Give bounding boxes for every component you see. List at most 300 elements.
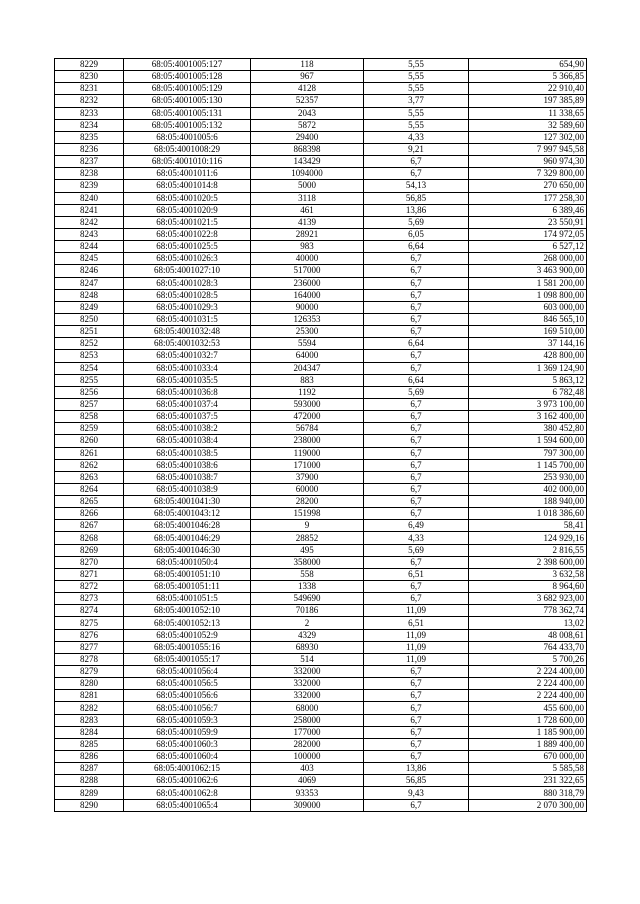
area-cell: 25300 xyxy=(251,326,364,338)
area-cell: 28921 xyxy=(251,228,364,240)
row-number-cell: 8254 xyxy=(55,362,124,374)
row-number-cell: 8253 xyxy=(55,350,124,362)
area-cell: 37900 xyxy=(251,471,364,483)
value-cell: 5 863,12 xyxy=(469,374,587,386)
cadastral-number-cell: 68:05:4001056:5 xyxy=(124,678,251,690)
row-number-cell: 8258 xyxy=(55,411,124,423)
table-row xyxy=(55,556,587,568)
area-cell: 358000 xyxy=(251,556,364,568)
rate-cell: 6,7 xyxy=(364,714,469,726)
table-row xyxy=(55,678,587,690)
row-number-cell: 8249 xyxy=(55,301,124,313)
row-number-cell: 8256 xyxy=(55,386,124,398)
cadastral-number-cell: 68:05:4001052:13 xyxy=(124,617,251,629)
table-row xyxy=(55,508,587,520)
rate-cell: 6,51 xyxy=(364,617,469,629)
table-row xyxy=(55,751,587,763)
value-cell: 7 997 945,58 xyxy=(469,143,587,155)
value-cell: 174 972,05 xyxy=(469,228,587,240)
row-number-cell: 8244 xyxy=(55,241,124,253)
cadastral-number-cell: 68:05:4001037:5 xyxy=(124,411,251,423)
rate-cell: 6,05 xyxy=(364,228,469,240)
area-cell: 4128 xyxy=(251,83,364,95)
row-number-cell: 8229 xyxy=(55,59,124,71)
rate-cell: 6,51 xyxy=(364,568,469,580)
area-cell: 514 xyxy=(251,653,364,665)
row-number-cell: 8274 xyxy=(55,605,124,617)
value-cell: 58,41 xyxy=(469,520,587,532)
row-number-cell: 8270 xyxy=(55,556,124,568)
row-number-cell: 8241 xyxy=(55,204,124,216)
area-cell: 238000 xyxy=(251,435,364,447)
cadastral-number-cell: 68:05:4001046:30 xyxy=(124,544,251,556)
table-row xyxy=(55,568,587,580)
row-number-cell: 8272 xyxy=(55,581,124,593)
row-number-cell: 8242 xyxy=(55,216,124,228)
row-number-cell: 8259 xyxy=(55,423,124,435)
table-row xyxy=(55,180,587,192)
area-cell: 2 xyxy=(251,617,364,629)
table-row xyxy=(55,629,587,641)
cadastral-number-cell: 68:05:4001032:48 xyxy=(124,326,251,338)
rate-cell: 6,7 xyxy=(364,751,469,763)
area-cell: 177000 xyxy=(251,726,364,738)
value-cell: 1 594 600,00 xyxy=(469,435,587,447)
area-cell: 517000 xyxy=(251,265,364,277)
rate-cell: 6,7 xyxy=(364,265,469,277)
area-cell: 119000 xyxy=(251,447,364,459)
rate-cell: 13,86 xyxy=(364,763,469,775)
cadastral-number-cell: 68:05:4001056:6 xyxy=(124,690,251,702)
row-number-cell: 8278 xyxy=(55,653,124,665)
rate-cell: 6,7 xyxy=(364,726,469,738)
rate-cell: 6,7 xyxy=(364,423,469,435)
area-cell: 28852 xyxy=(251,532,364,544)
row-number-cell: 8251 xyxy=(55,326,124,338)
rate-cell: 6,64 xyxy=(364,338,469,350)
value-cell: 11 338,65 xyxy=(469,107,587,119)
value-cell: 2 398 600,00 xyxy=(469,556,587,568)
value-cell: 654,90 xyxy=(469,59,587,71)
rate-cell: 6,7 xyxy=(364,556,469,568)
cadastral-number-cell: 68:05:4001051:11 xyxy=(124,581,251,593)
rate-cell: 6,7 xyxy=(364,471,469,483)
cadastral-number-cell: 68:05:4001029:3 xyxy=(124,301,251,313)
area-cell: 332000 xyxy=(251,666,364,678)
row-number-cell: 8286 xyxy=(55,751,124,763)
rate-cell: 11,09 xyxy=(364,605,469,617)
table-row xyxy=(55,131,587,143)
table-row xyxy=(55,581,587,593)
row-number-cell: 8243 xyxy=(55,228,124,240)
rate-cell: 6,7 xyxy=(364,581,469,593)
value-cell: 1 018 386,60 xyxy=(469,508,587,520)
cadastral-number-cell: 68:05:4001052:10 xyxy=(124,605,251,617)
area-cell: 90000 xyxy=(251,301,364,313)
row-number-cell: 8232 xyxy=(55,95,124,107)
area-cell: 68930 xyxy=(251,641,364,653)
value-cell: 380 452,80 xyxy=(469,423,587,435)
table-row xyxy=(55,119,587,131)
value-cell: 231 322,65 xyxy=(469,775,587,787)
cadastral-number-cell: 68:05:4001046:28 xyxy=(124,520,251,532)
row-number-cell: 8265 xyxy=(55,496,124,508)
value-cell: 6 782,48 xyxy=(469,386,587,398)
row-number-cell: 8231 xyxy=(55,83,124,95)
cadastral-number-cell: 68:05:4001038:6 xyxy=(124,459,251,471)
table-row xyxy=(55,411,587,423)
value-cell: 169 510,00 xyxy=(469,326,587,338)
cadastral-number-cell: 68:05:4001036:8 xyxy=(124,386,251,398)
area-cell: 100000 xyxy=(251,751,364,763)
table-row xyxy=(55,726,587,738)
row-number-cell: 8240 xyxy=(55,192,124,204)
rate-cell: 6,7 xyxy=(364,313,469,325)
cadastral-number-cell: 68:05:4001005:130 xyxy=(124,95,251,107)
rate-cell: 56,85 xyxy=(364,775,469,787)
table-row xyxy=(55,435,587,447)
area-cell: 64000 xyxy=(251,350,364,362)
cadastral-number-cell: 68:05:4001031:5 xyxy=(124,313,251,325)
cadastral-number-cell: 68:05:4001051:10 xyxy=(124,568,251,580)
table-row xyxy=(55,471,587,483)
table-row xyxy=(55,83,587,95)
rate-cell: 5,69 xyxy=(364,386,469,398)
cadastral-number-cell: 68:05:4001028:3 xyxy=(124,277,251,289)
rate-cell: 6,7 xyxy=(364,483,469,495)
value-cell: 5 700,26 xyxy=(469,653,587,665)
cadastral-number-cell: 68:05:4001026:3 xyxy=(124,253,251,265)
table-row xyxy=(55,483,587,495)
table-row xyxy=(55,520,587,532)
table-row xyxy=(55,799,587,811)
row-number-cell: 8234 xyxy=(55,119,124,131)
cadastral-number-cell: 68:05:4001011:6 xyxy=(124,168,251,180)
cadastral-number-cell: 68:05:4001041:30 xyxy=(124,496,251,508)
area-cell: 332000 xyxy=(251,678,364,690)
table-row xyxy=(55,59,587,71)
rate-cell: 6,7 xyxy=(364,593,469,605)
rate-cell: 5,69 xyxy=(364,544,469,556)
cadastral-number-cell: 68:05:4001043:12 xyxy=(124,508,251,520)
value-cell: 764 433,70 xyxy=(469,641,587,653)
value-cell: 268 000,00 xyxy=(469,253,587,265)
table-row xyxy=(55,447,587,459)
cadastral-number-cell: 68:05:4001051:5 xyxy=(124,593,251,605)
area-cell: 403 xyxy=(251,763,364,775)
value-cell: 1 889 400,00 xyxy=(469,738,587,750)
rate-cell: 5,55 xyxy=(364,59,469,71)
value-cell: 1 728 600,00 xyxy=(469,714,587,726)
value-cell: 188 940,00 xyxy=(469,496,587,508)
row-number-cell: 8290 xyxy=(55,799,124,811)
cadastral-number-cell: 68:05:4001037:4 xyxy=(124,398,251,410)
row-number-cell: 8233 xyxy=(55,107,124,119)
table-row xyxy=(55,775,587,787)
value-cell: 778 362,74 xyxy=(469,605,587,617)
area-cell: 558 xyxy=(251,568,364,580)
row-number-cell: 8263 xyxy=(55,471,124,483)
table-row xyxy=(55,763,587,775)
table-row xyxy=(55,95,587,107)
rate-cell: 11,09 xyxy=(364,653,469,665)
cadastral-number-cell: 68:05:4001038:9 xyxy=(124,483,251,495)
rate-cell: 6,7 xyxy=(364,459,469,471)
cadastral-number-cell: 68:05:4001005:131 xyxy=(124,107,251,119)
rate-cell: 6,64 xyxy=(364,241,469,253)
area-cell: 236000 xyxy=(251,277,364,289)
rate-cell: 13,86 xyxy=(364,204,469,216)
table-row xyxy=(55,787,587,799)
cadastral-number-cell: 68:05:4001014:8 xyxy=(124,180,251,192)
rate-cell: 3,77 xyxy=(364,95,469,107)
rate-cell: 11,09 xyxy=(364,641,469,653)
rate-cell: 5,55 xyxy=(364,107,469,119)
cadastral-number-cell: 68:05:4001027:10 xyxy=(124,265,251,277)
rate-cell: 5,55 xyxy=(364,71,469,83)
value-cell: 670 000,00 xyxy=(469,751,587,763)
rate-cell: 6,7 xyxy=(364,156,469,168)
area-cell: 883 xyxy=(251,374,364,386)
value-cell: 1 145 700,00 xyxy=(469,459,587,471)
table-row xyxy=(55,192,587,204)
area-cell: 28200 xyxy=(251,496,364,508)
area-cell: 495 xyxy=(251,544,364,556)
value-cell: 48 008,61 xyxy=(469,629,587,641)
rate-cell: 6,7 xyxy=(364,435,469,447)
rate-cell: 4,33 xyxy=(364,131,469,143)
rate-cell: 6,64 xyxy=(364,374,469,386)
rate-cell: 6,7 xyxy=(364,301,469,313)
value-cell: 960 974,30 xyxy=(469,156,587,168)
table-row xyxy=(55,143,587,155)
row-number-cell: 8277 xyxy=(55,641,124,653)
cadastral-number-cell: 68:05:4001062:8 xyxy=(124,787,251,799)
value-cell: 6 389,46 xyxy=(469,204,587,216)
cadastral-number-cell: 68:05:4001028:5 xyxy=(124,289,251,301)
area-cell: 1094000 xyxy=(251,168,364,180)
area-cell: 1192 xyxy=(251,386,364,398)
area-cell: 151998 xyxy=(251,508,364,520)
cadastral-number-cell: 68:05:4001046:29 xyxy=(124,532,251,544)
value-cell: 7 329 800,00 xyxy=(469,168,587,180)
rate-cell: 4,33 xyxy=(364,532,469,544)
rate-cell: 6,7 xyxy=(364,253,469,265)
cadastral-number-cell: 68:05:4001022:8 xyxy=(124,228,251,240)
row-number-cell: 8285 xyxy=(55,738,124,750)
cadastral-number-cell: 68:05:4001005:128 xyxy=(124,71,251,83)
value-cell: 1 185 900,00 xyxy=(469,726,587,738)
cadastral-number-cell: 68:05:4001008:29 xyxy=(124,143,251,155)
table-row xyxy=(55,362,587,374)
value-cell: 797 300,00 xyxy=(469,447,587,459)
row-number-cell: 8247 xyxy=(55,277,124,289)
value-cell: 32 589,60 xyxy=(469,119,587,131)
area-cell: 126353 xyxy=(251,313,364,325)
cadastral-number-cell: 68:05:4001020:5 xyxy=(124,192,251,204)
cadastral-number-cell: 68:05:4001032:53 xyxy=(124,338,251,350)
row-number-cell: 8255 xyxy=(55,374,124,386)
area-cell: 309000 xyxy=(251,799,364,811)
row-number-cell: 8268 xyxy=(55,532,124,544)
cadastral-number-cell: 68:05:4001052:9 xyxy=(124,629,251,641)
table-row xyxy=(55,156,587,168)
area-cell: 118 xyxy=(251,59,364,71)
cadastral-number-cell: 68:05:4001056:4 xyxy=(124,666,251,678)
cadastral-number-cell: 68:05:4001050:4 xyxy=(124,556,251,568)
area-cell: 60000 xyxy=(251,483,364,495)
cadastral-number-cell: 68:05:4001060:3 xyxy=(124,738,251,750)
value-cell: 197 385,89 xyxy=(469,95,587,107)
table-row xyxy=(55,338,587,350)
area-cell: 9 xyxy=(251,520,364,532)
value-cell: 603 000,00 xyxy=(469,301,587,313)
rate-cell: 5,55 xyxy=(364,83,469,95)
cadastral-number-cell: 68:05:4001038:4 xyxy=(124,435,251,447)
rate-cell: 9,21 xyxy=(364,143,469,155)
value-cell: 5 366,85 xyxy=(469,71,587,83)
table-row xyxy=(55,301,587,313)
value-cell: 2 224 400,00 xyxy=(469,678,587,690)
rate-cell: 6,7 xyxy=(364,496,469,508)
value-cell: 253 930,00 xyxy=(469,471,587,483)
value-cell: 2 224 400,00 xyxy=(469,690,587,702)
area-cell: 549690 xyxy=(251,593,364,605)
row-number-cell: 8230 xyxy=(55,71,124,83)
table-row xyxy=(55,386,587,398)
row-number-cell: 8267 xyxy=(55,520,124,532)
row-number-cell: 8276 xyxy=(55,629,124,641)
row-number-cell: 8248 xyxy=(55,289,124,301)
area-cell: 204347 xyxy=(251,362,364,374)
table-row xyxy=(55,702,587,714)
cadastral-number-cell: 68:05:4001005:127 xyxy=(124,59,251,71)
rate-cell: 6,7 xyxy=(364,690,469,702)
area-cell: 164000 xyxy=(251,289,364,301)
value-cell: 3 973 100,00 xyxy=(469,398,587,410)
row-number-cell: 8275 xyxy=(55,617,124,629)
row-number-cell: 8287 xyxy=(55,763,124,775)
table-row xyxy=(55,265,587,277)
row-number-cell: 8245 xyxy=(55,253,124,265)
area-cell: 332000 xyxy=(251,690,364,702)
cadastral-number-cell: 68:05:4001033:4 xyxy=(124,362,251,374)
rate-cell: 6,7 xyxy=(364,411,469,423)
rate-cell: 6,7 xyxy=(364,362,469,374)
row-number-cell: 8264 xyxy=(55,483,124,495)
cadastral-number-cell: 68:05:4001062:6 xyxy=(124,775,251,787)
table-row xyxy=(55,277,587,289)
rate-cell: 6,7 xyxy=(364,508,469,520)
value-cell: 1 098 800,00 xyxy=(469,289,587,301)
area-cell: 967 xyxy=(251,71,364,83)
row-number-cell: 8260 xyxy=(55,435,124,447)
row-number-cell: 8289 xyxy=(55,787,124,799)
cadastral-number-cell: 68:05:4001025:5 xyxy=(124,241,251,253)
area-cell: 93353 xyxy=(251,787,364,799)
table-row xyxy=(55,605,587,617)
row-number-cell: 8236 xyxy=(55,143,124,155)
cadastral-number-cell: 68:05:4001055:16 xyxy=(124,641,251,653)
area-cell: 29400 xyxy=(251,131,364,143)
value-cell: 22 910,40 xyxy=(469,83,587,95)
value-cell: 2 070 300,00 xyxy=(469,799,587,811)
value-cell: 402 000,00 xyxy=(469,483,587,495)
area-cell: 5594 xyxy=(251,338,364,350)
table-row xyxy=(55,350,587,362)
cadastral-number-cell: 68:05:4001056:7 xyxy=(124,702,251,714)
cadastral-number-cell: 68:05:4001035:5 xyxy=(124,374,251,386)
row-number-cell: 8237 xyxy=(55,156,124,168)
value-cell: 1 369 124,90 xyxy=(469,362,587,374)
area-cell: 2043 xyxy=(251,107,364,119)
area-cell: 5000 xyxy=(251,180,364,192)
cadastral-number-cell: 68:05:4001038:2 xyxy=(124,423,251,435)
value-cell: 6 527,12 xyxy=(469,241,587,253)
rate-cell: 9,43 xyxy=(364,787,469,799)
row-number-cell: 8261 xyxy=(55,447,124,459)
row-number-cell: 8271 xyxy=(55,568,124,580)
area-cell: 983 xyxy=(251,241,364,253)
area-cell: 472000 xyxy=(251,411,364,423)
area-cell: 4139 xyxy=(251,216,364,228)
rate-cell: 6,7 xyxy=(364,678,469,690)
cadastral-number-cell: 68:05:4001005:129 xyxy=(124,83,251,95)
row-number-cell: 8238 xyxy=(55,168,124,180)
table-row xyxy=(55,398,587,410)
value-cell: 455 600,00 xyxy=(469,702,587,714)
value-cell: 13,02 xyxy=(469,617,587,629)
rate-cell: 6,7 xyxy=(364,799,469,811)
rate-cell: 5,69 xyxy=(364,216,469,228)
rate-cell: 6,49 xyxy=(364,520,469,532)
cadastral-number-cell: 68:05:4001010:116 xyxy=(124,156,251,168)
area-cell: 70186 xyxy=(251,605,364,617)
row-number-cell: 8282 xyxy=(55,702,124,714)
table-row xyxy=(55,666,587,678)
cadastral-number-cell: 68:05:4001021:5 xyxy=(124,216,251,228)
table-row xyxy=(55,459,587,471)
value-cell: 177 258,30 xyxy=(469,192,587,204)
row-number-cell: 8250 xyxy=(55,313,124,325)
row-number-cell: 8280 xyxy=(55,678,124,690)
cadastral-number-cell: 68:05:4001060:4 xyxy=(124,751,251,763)
area-cell: 68000 xyxy=(251,702,364,714)
table-row xyxy=(55,593,587,605)
row-number-cell: 8279 xyxy=(55,666,124,678)
rate-cell: 6,7 xyxy=(364,168,469,180)
value-cell: 5 585,58 xyxy=(469,763,587,775)
cadastral-number-cell: 68:05:4001032:7 xyxy=(124,350,251,362)
table-row xyxy=(55,107,587,119)
area-cell: 1338 xyxy=(251,581,364,593)
rate-cell: 54,13 xyxy=(364,180,469,192)
table-row xyxy=(55,532,587,544)
table-row xyxy=(55,216,587,228)
rate-cell: 6,7 xyxy=(364,447,469,459)
table-row xyxy=(55,641,587,653)
value-cell: 23 550,91 xyxy=(469,216,587,228)
table-row xyxy=(55,423,587,435)
row-number-cell: 8284 xyxy=(55,726,124,738)
row-number-cell: 8239 xyxy=(55,180,124,192)
rate-cell: 5,55 xyxy=(364,119,469,131)
value-cell: 2 816,55 xyxy=(469,544,587,556)
cadastral-number-cell: 68:05:4001065:4 xyxy=(124,799,251,811)
table-row xyxy=(55,71,587,83)
table-row xyxy=(55,544,587,556)
row-number-cell: 8288 xyxy=(55,775,124,787)
